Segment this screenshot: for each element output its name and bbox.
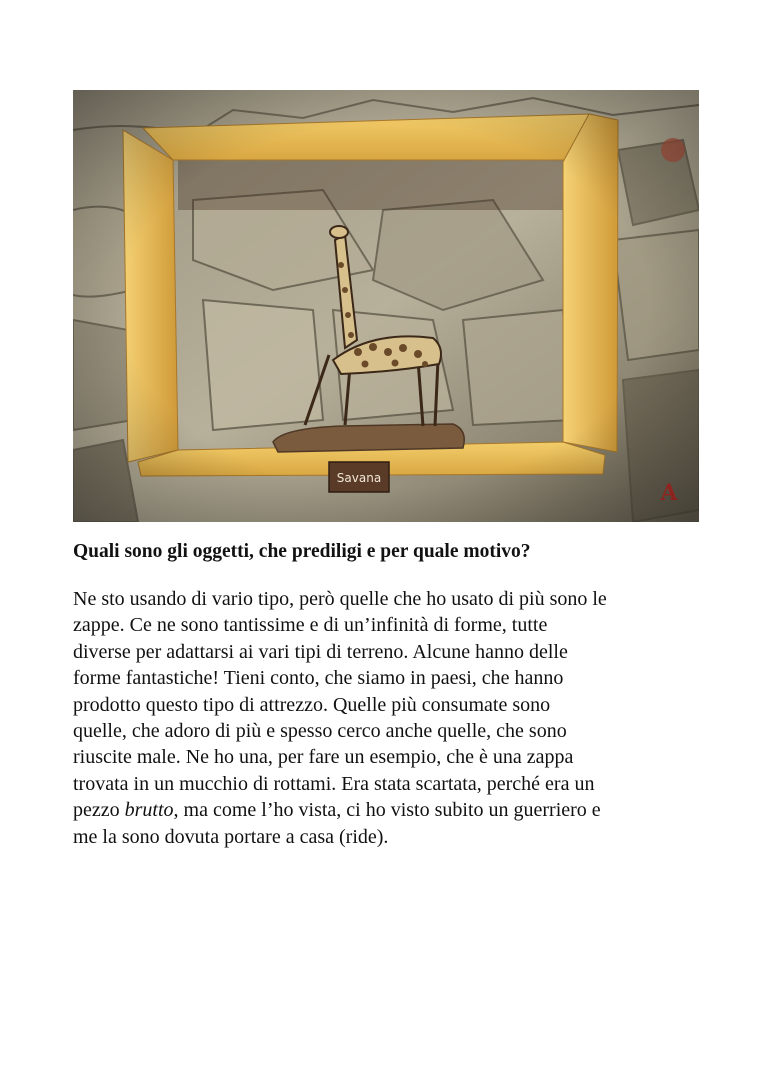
paragraph-line: [73, 797, 703, 823]
line-text: pezzo: [73, 799, 125, 822]
photo-illustration: [73, 90, 699, 522]
paragraph-line: Ne sto usando di vario tipo, però quelle che ho usato di più sono le: [73, 588, 607, 610]
answer-paragraph: [73, 586, 703, 850]
paragraph-line: forme fantastiche! Tieni conto, che siamo in paesi, che hanno: [73, 667, 564, 690]
italic-word: brutto: [124, 799, 174, 822]
paragraph-line: trovata in un mucchio di rottami. Era stata scartata, perché era un: [73, 772, 595, 795]
line-text: , ma come l’ho vista, ci ho visto subito un guerriero e: [173, 799, 601, 822]
paragraph-line: prodotto questo tipo di attrezzo. Quelle più consumate sono: [73, 693, 551, 716]
question-heading: Quali sono gli oggetti, che prediligi e per quale motivo?: [73, 541, 531, 562]
paragraph-line: zappe. Ce ne sono tantissime e di un’infinità di forme, tutte: [73, 614, 548, 637]
paragraph-line: riuscite male. Ne ho una, per fare un esempio, che è una zappa: [73, 746, 574, 769]
paragraph-line: me la sono dovuta portare a casa (ride).: [73, 825, 389, 848]
paragraph-line: quelle, che adoro di più e spesso cerco anche quelle, che sono: [73, 720, 567, 743]
giraffe-sculpture-photo: [73, 90, 699, 522]
photo-vignette: [73, 90, 699, 522]
paragraph-line: diverse per adattarsi ai vari tipi di terreno. Alcune hanno delle: [73, 640, 568, 663]
